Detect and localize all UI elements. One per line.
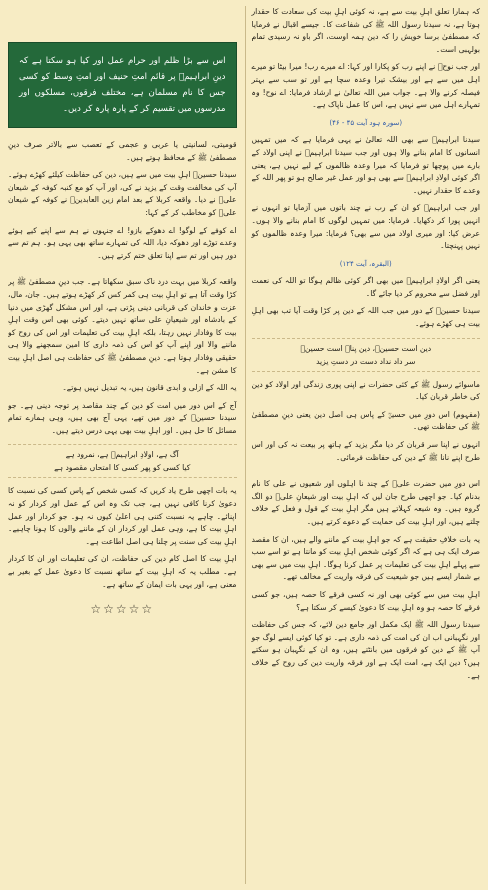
paragraph: سیدنا حسینؓ اہلِ بیت میں سے ہیں، دین کی حفاظت کیلئے کھڑے ہوئے۔ آپ کی مخالفت وقت کے یزید نے کی، اور آپ کو مع کنبہ کوفہ کے شیعان علیؓ نے دیا۔ واقعہ کربلا کے بعد امام زین العابدینؓ نے کوفہ کے شیعان علیؓ کو مخاطب کر کے کہا: (8, 170, 237, 217)
paragraph: یہ بات خلافِ حقیقت ہے کہ جو اہلِ بیت کے ماننے والے ہیں، ان کا مقصد صرف ایک ہی ہے کہ اگر کوئی شخص اہلِ بیت کو مانتا ہے تو اسے سب سے پہلے اہلِ بیت کی تعلیمات پر عمل کرنا ہوگا۔ اہلِ بیت میں سے بھی بے شمار ایسے ہیں جو شیعیت کی فرقہ واریت کے مخالف تھے۔ (251, 534, 480, 582)
urdu-couplet (8, 444, 237, 478)
paragraph: قومیتی، لسانیتی یا عربی و عجمی کے تعصب سے بالاتر صرف دینِ مصطفیٰ ﷺ کے محافظ ہوتے ہیں۔ (8, 140, 237, 162)
verse-reference: (البقرہ، آیت ۱۲۴) (339, 259, 392, 268)
paragraph: اور جب ابراہیمؑ کو ان کے رب نے چند باتوں میں آزمایا تو انہوں نے انہیں پورا کر دکھایا۔ فرمایا: میں تمہیں لوگوں کا امام بنانے والا ہوں۔ عرض کیا: اور میری اولاد میں سے بھی؟ فرمایا: میرا وعدہ ظالموں کو نہیں پہنچتا۔ (251, 203, 480, 251)
paragraph: آج کے اس دور میں امت کو دین کے چند مقاصد پر توجہ دینی ہے۔ جو سیدنا حسینؓ کے دور میں تھے، یہی آج بھی ہیں، وہی ہمارے تمام مسائل کا حل ہیں۔ اور اہلِ بیت بھی یہی درس دیتے ہیں۔ (8, 400, 237, 435)
paragraph: یعنی اگر اولادِ ابراہیمؑ میں بھی اگر کوئی ظالم ہوگا تو اللہ کی نعمت اور فضل سے محروم کر دیا جائے گا۔ (251, 276, 480, 298)
highlight-banner (8, 42, 237, 128)
paragraph: یہ اللہ کے ازلی و ابدی قانون ہیں، یہ تبدیل نہیں ہوتے۔ (62, 383, 237, 393)
paragraph: یہ بات اچھی طرح یاد کریں کہ کسی شخص کے پاس کسی کی نسبت کا دعویٰ کرنا کافی نہیں ہے، جب تک وہ اس کے عمل اور کردار کو نہ اپنائے۔ چاہے یہ نسبت کتنی ہی اعلیٰ کیوں نہ ہو۔ جو کردار اور عمل اہلِ بیت کا ہے، وہی عمل اور کردار ان کے ماننے والوں کا ہونا چاہیے۔ اہلِ بیت کی سنت پر چلنا ہی اصل اطاعت ہے۔ (8, 486, 237, 546)
right-column (245, 6, 481, 884)
left-column (8, 6, 237, 884)
paragraph: ماسوائے رسول ﷺ کے کئی حضرات نے اپنی پوری زندگی اور اولاد کو دین کی خاطر قربان کیا۔ (251, 379, 480, 402)
couplet-line: دین است حسینؓ، دین پناہ است حسینؓ (300, 343, 432, 353)
couplet-line: کیا کسی کو پھر کسی کا امتحاں مقصود ہے (54, 463, 191, 473)
paragraph: اور جب نوحؑ نے اپنے رب کو پکارا اور کہا: اے میرے رب! میرا بیٹا تو میرے اہل میں سے ہے اور بیشک تیرا وعدہ سچا ہے اور تو سب سے بہتر فیصلہ کرنے والا ہے۔ جواب میں اللہ تعالیٰ نے ارشاد فرمایا: اے نوح! وہ تمہارے اہل میں سے نہیں ہے، اس کا عمل ناپاک ہے۔ (251, 62, 480, 110)
banner-text: اس سے بڑا ظلم اور حرام عمل اور کیا ہو سکتا ہے کہ دینِ ابراہیمؑ پر قائم امتِ حنیف اور امتِ وسط کو کسی جس کا نام مسلمان ہے، مختلف فرقوں، مسلکوں اور مدرسوں میں تقسیم کر کے پارہ پارہ کر دیں۔ (19, 56, 226, 114)
paragraph: اہلِ بیت کا اصل کام دین کی حفاظت، ان کی تعلیمات اور ان کا کردار ہے۔ مطلب یہ کہ اہلِ بیت کے ساتھ نسبت کا دعویٰ عمل کے بغیر بے معنی ہے، اور یہی بات ایمان کے ساتھ ہے۔ (8, 554, 237, 589)
paragraph: سیدنا حسینؓ کے دور میں جب اللہ کے دین پر کڑا وقت آیا تب بھی اہلِ بیت ہی کھڑے ہوئے۔ (251, 306, 480, 329)
paragraph: سیدنا ابراہیمؑ سے بھی اللہ تعالیٰ نے یہی فرمایا ہے کہ میں تمہیں انسانوں کا امام بنانے والا ہوں اور جب سیدنا ابراہیمؑ نے اپنی اولاد کے بارے میں پوچھا تو فرمایا کہ میرا وعدہ ظالموں کے لیے نہیں ہے، یعنی اگر کوئی اولادِ ابراہیمؑ سے بھی ہو اور عمل غیر صالح ہو تو پھر اللہ کے وعدے کا حقدار نہیں۔ (251, 135, 480, 195)
couplet-line: آگ ہے، اولادِ ابراہیمؑ ہے، نمرود ہے (65, 450, 179, 460)
paragraph: واقعہ کربلا میں بہت درد ناک سبق سکھاتا ہے۔ جب دینِ مصطفیٰ ﷺ پر کڑا وقت آتا ہے تو اہلِ بیت ہی کمر کس کر کھڑے ہوتے ہیں۔ جان، مال، عزت و خاندان کی قربانی دینی پڑتی ہے، اور اس مشکل گھڑی میں دنیا کے بادشاہ اور شیعیانِ علی ساتھ نہیں دیتے۔ کوئی بھی اس وقت اہلِ بیت کا وفادار نہیں رہتا، بلکہ اہلِ بیت کی تعلیمات اور اس کی روح کو ماننے والا اور اپنے آپ کو اس کی ذمہ داری کا امین سمجھنے والا ہی حقیقی وفادار ہوتا ہے۔ دینِ مصطفیٰ ﷺ کی حفاظت ہی اصل اہلِ بیت کا مشن ہے۔ (8, 277, 237, 375)
paragraph: کہ ہمارا تعلق اہلِ بیت سے ہے، نہ کوئی اہلِ بیت کی سعادت کا حقدار ہوتا ہے، نہ سیدنا رسول اللہ ﷺ کی شفاعت کا۔ جیسے اقبال نے فرمایا کہ مصطفیٰ برسا خویش را کہ دین ہمہ اوست، اگر باو نہ رسیدی تمام بولہبی است۔ (251, 7, 480, 54)
paragraph: انہوں نے اپنا سر قربان کر دیا مگر یزید کے ہاتھ پر بیعت نہ کی اور اس طرح اپنے نانا ﷺ کے دین کی حفاظت فرمائی۔ (251, 440, 480, 462)
paragraph: سیدنا رسول اللہ ﷺ ایک مکمل اور جامع دین لائے، کہ جس کی حفاظت اور نگہبانی اب ان کی امت کی ذمہ داری ہے۔ تو کیا کوئی ایسے لوگ جو آپ ﷺ کے دین کو فرقوں میں بانٹتے ہیں، وہ ان کے نگہبان ہو سکتے ہیں؟ دین ایک ہے، امت ایک ہے اور فرقہ واریت دین کی روح کے خلاف ہے۔ (251, 620, 480, 680)
paragraph: اہلِ بیت میں سے کوئی بھی اور نہ کسی فرقے کا حصہ ہیں، جو کسی فرقے کا حصہ ہو وہ اہلِ بیت کا دعویٰ کیسے کر سکتا ہے؟ (251, 589, 480, 612)
couplet-line: سر داد نداد دست در دستِ یزید (316, 356, 416, 366)
paragraph: (مفہوم) اس دورِ میں حسینؓ کے پاس ہی اصل دین یعنی دینِ مصطفیٰ ﷺ کی حفاظت تھی۔ (251, 409, 480, 432)
star-divider: ☆☆☆☆☆ (90, 602, 155, 617)
paragraph: اس دورِ میں حضرت علیؓ کے چند نا اہلوں اور شعیوں نے علی کا نام بدنام کیا۔ جو اچھی طرح جان لیں کہ اہلِ بیت اور شیعانِ علیؓ دو الگ گروہ ہیں۔ وہ شیعہ کہلاتے ہیں مگر اہلِ بیت کے قول و فعل کے خلاف چلتے ہیں، اور اہلِ بیت کی حمایت کے دعوے کرتے ہیں۔ (251, 479, 480, 526)
verse-reference: (سورہ ہود آیت ۴۵ - ۴۶) (329, 118, 403, 127)
persian-couplet (252, 338, 481, 372)
quote-paragraph: اے کوفے کے لوگو! اے دھوکے بازو! اے جنہوں نے ہم سے اپنے کیے ہوئے وعدے توڑے اور دھوکہ دیا، اللہ کی تمہارے ساتھ بھی یہی ہو۔ ہم تم سے دور ہیں اور تم سے اپنا تعلق ختم کرتے ہیں۔ (8, 225, 237, 260)
